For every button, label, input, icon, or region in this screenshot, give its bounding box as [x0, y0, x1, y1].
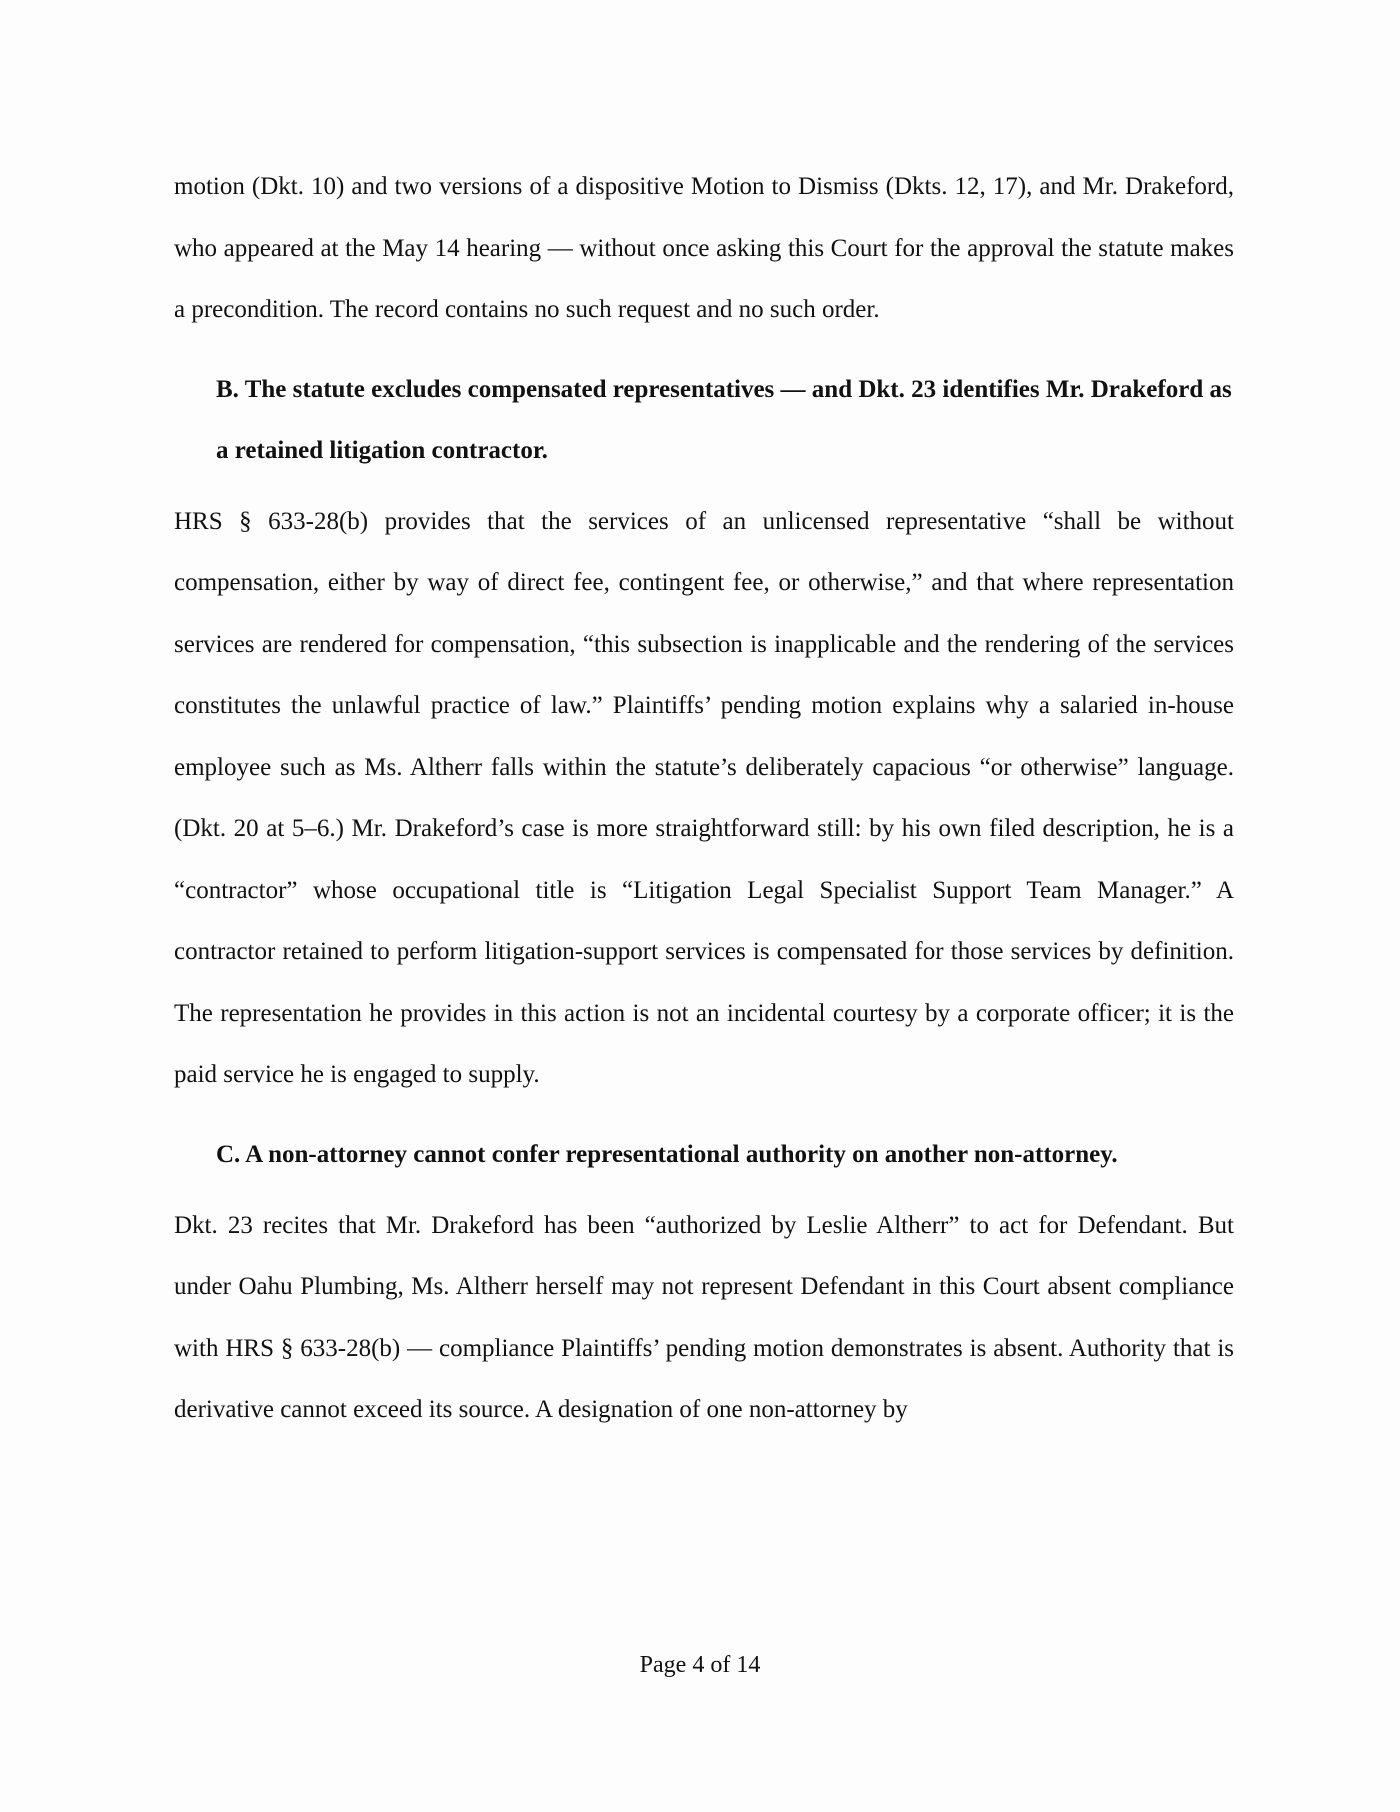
document-body — [174, 156, 1234, 1441]
section-heading-c: C. A non-attorney cannot confer representational authority on another non-attorney. — [216, 1140, 1118, 1168]
continued-paragraph: motion (Dkt. 10) and two versions of a dispositive Motion to Dismiss (Dkts. 12, 17), and Mr. Drakeford, who appeared at the May 14 hearing — without once asking this Court for the approval the statute makes a precondition. The record contains no such request and no such order. — [174, 173, 1234, 323]
section-b-paragraph: HRS § 633-28(b) provides that the services of an unlicensed representative “shall be without compensation, either by way of direct fee, contingent fee, or otherwise,” and that where representation services are rendered for compensation, “this subsection is inapplicable and the rendering of the services constitutes the unlawful practice of law.” Plaintiffs’ pending motion explains why a salaried in-house employee such as Ms. Altherr falls within the statute’s deliberately capacious “or otherwise” language. (Dkt. 20 at 5–6.) Mr. Drakeford’s case is more straightforward still: by his own filed description, he is a “contractor” whose occupational title is “Litigation Legal Specialist Support Team Manager.” A contractor retained to perform litigation-support services is compensated for those services by definition. The representation he provides in this action is not an incidental courtesy by a corporate officer; it is the paid service he is engaged to supply. — [174, 507, 1234, 1088]
page-number: Page 4 of 14 — [639, 1652, 761, 1678]
section-c-paragraph: Dkt. 23 recites that Mr. Drakeford has been “authorized by Leslie Altherr” to act for Defendant. But under Oahu Plumbing, Ms. Altherr herself may not represent Defendant in this Court absent compliance with HRS § 633-28(b) — compliance Plaintiffs’ pending motion demonstrates is absent. Authority that is derivative cannot exceed its source. A designation of one non-attorney by — [174, 1211, 1234, 1423]
section-heading-b: B. The statute excludes compensated representatives — and Dkt. 23 identifies Mr. Drakeford as a retained litigation contractor. — [216, 375, 1232, 464]
